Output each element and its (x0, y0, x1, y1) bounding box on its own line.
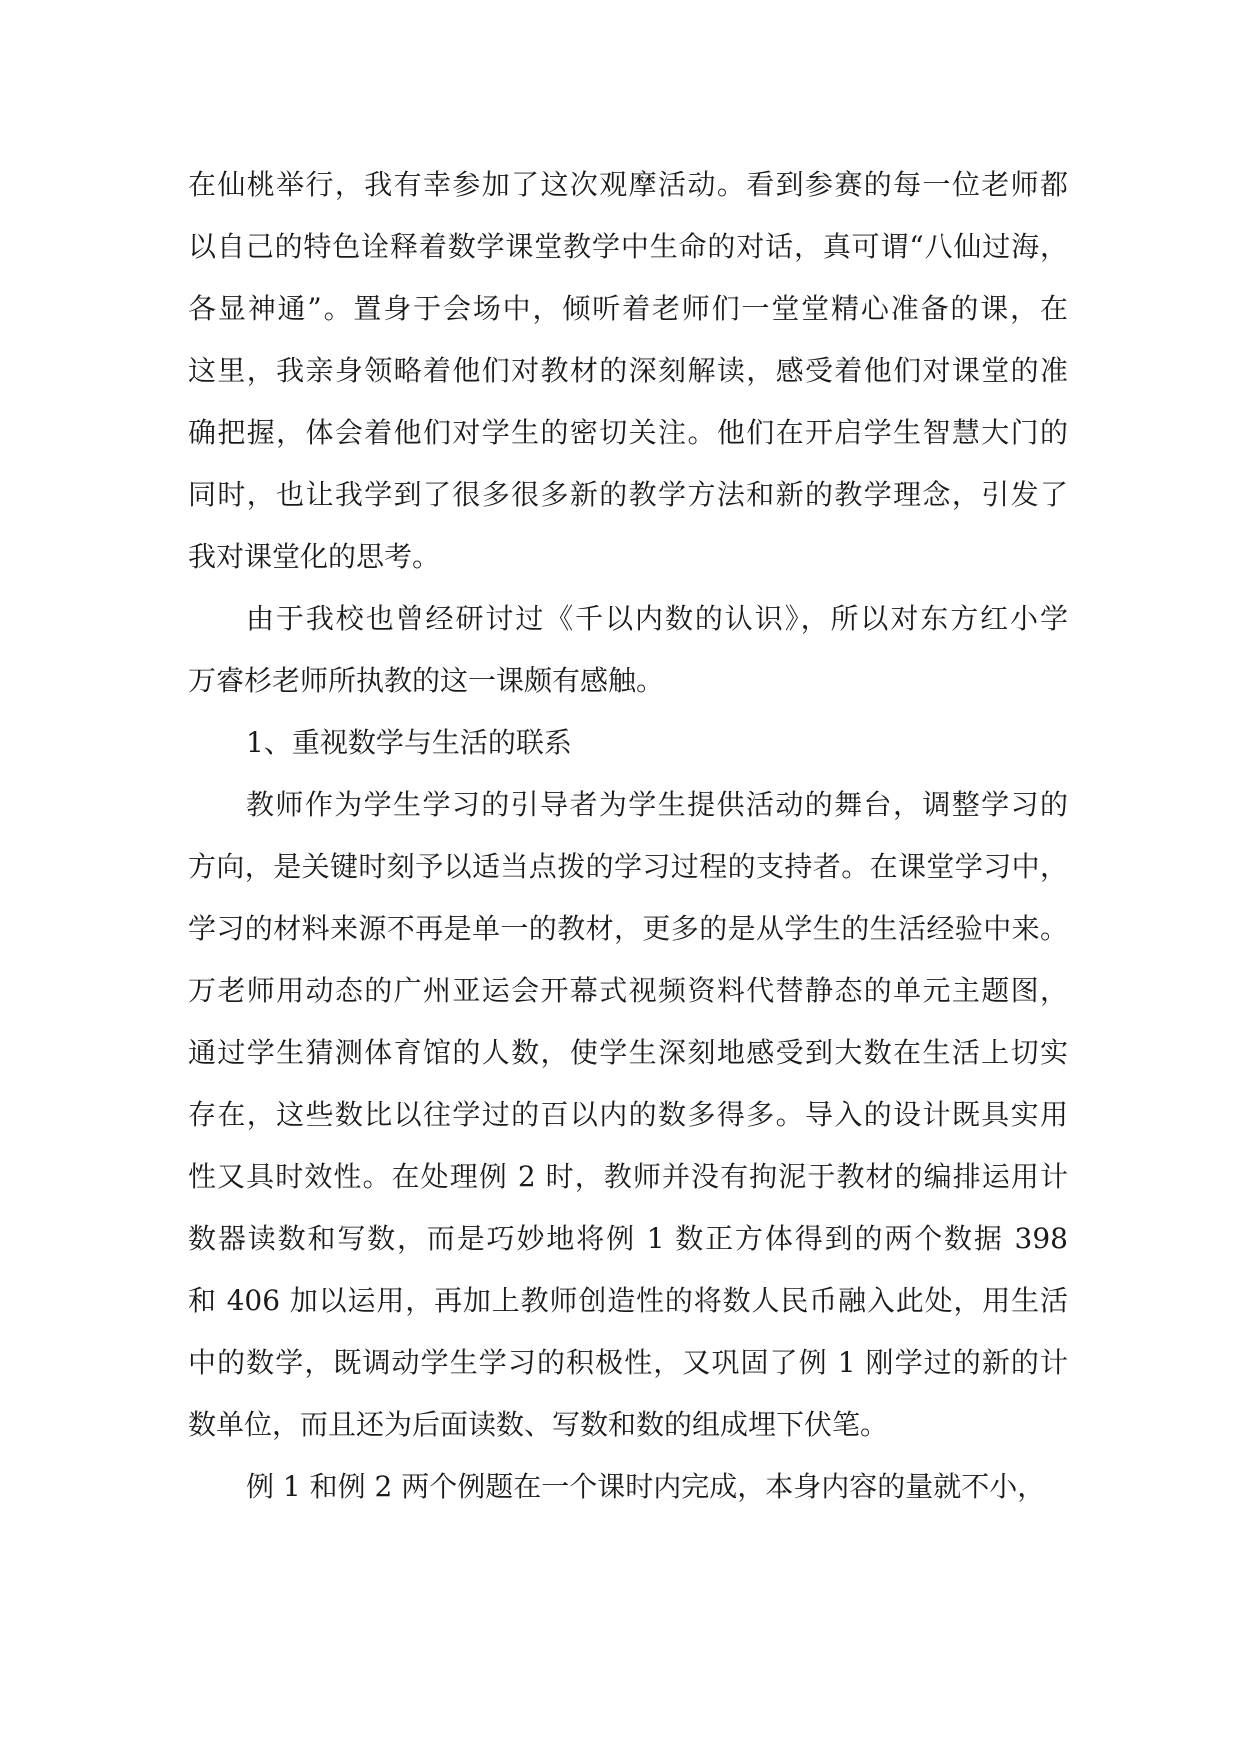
text-line: 数单位，而且还为后面读数、写数和数的组成埋下伏笔。 (188, 1408, 889, 1441)
text-line: 存在，这些数比以往学过的百以内的数多得多。导入的设计既具实用 (188, 1098, 1068, 1131)
text-line: 在仙桃举行，我有幸参加了这次观摩活动。看到参赛的每一位老师都 (188, 168, 1068, 201)
text-line: 数器读数和写数，而是巧妙地将例 1 数正方体得到的两个数据 398 (188, 1222, 1068, 1255)
text-line: 同时，也让我学到了很多很多新的教学方法和新的教学理念，引发了 (188, 478, 1068, 511)
text-line: 学习的材料来源不再是单一的教材，更多的是从学生的生活经验中来。 (188, 912, 1068, 945)
text-line: 教师作为学生学习的引导者为学生提供活动的舞台，调整学习的 (246, 788, 1068, 821)
text-line: 由于我校也曾经研讨过《千以内数的认识》，所以对东方红小学 (246, 602, 1068, 635)
paragraph (188, 588, 1068, 712)
text-line: 这里，我亲身领略着他们对教材的深刻解读，感受着他们对课堂的准 (188, 354, 1068, 387)
text-line: 中的数学，既调动学生学习的积极性，又巩固了例 1 刚学过的新的计 (188, 1346, 1068, 1379)
text-line: 确把握，体会着他们对学生的密切关注。他们在开启学生智慧大门的 (188, 416, 1068, 449)
text-line: 方向，是关键时刻予以适当点拨的学习过程的支持者。在课堂学习中， (188, 850, 1068, 883)
paragraph (188, 1456, 1068, 1518)
text-line: 性又具时效性。在处理例 2 时，教师并没有拘泥于教材的编排运用计 (188, 1160, 1068, 1193)
text-line: 以自己的特色诠释着数学课堂教学中生命的对话，真可谓“八仙过海， (188, 230, 1068, 263)
text-line: 和 406 加以运用，再加上教师创造性的将数人民币融入此处，用生活 (188, 1284, 1068, 1317)
text-line: 1、重视数学与生活的联系 (246, 726, 572, 759)
text-line: 通过学生猜测体育馆的人数，使学生深刻地感受到大数在生活上切实 (188, 1036, 1068, 1069)
paragraph (188, 712, 1068, 774)
text-line: 例 1 和例 2 两个例题在一个课时内完成，本身内容的量就不小， (246, 1470, 1046, 1503)
paragraph (188, 774, 1068, 1456)
text-line: 万老师用动态的广州亚运会开幕式视频资料代替静态的单元主题图， (188, 974, 1068, 1007)
text-line: 万睿杉老师所执教的这一课颇有感触。 (188, 664, 665, 697)
text-line: 我对课堂化的思考。 (188, 540, 441, 573)
document-body (188, 154, 1068, 1518)
paragraph (188, 154, 1068, 588)
text-line: 各显神通”。置身于会场中，倾听着老师们一堂堂精心准备的课，在 (188, 292, 1068, 325)
